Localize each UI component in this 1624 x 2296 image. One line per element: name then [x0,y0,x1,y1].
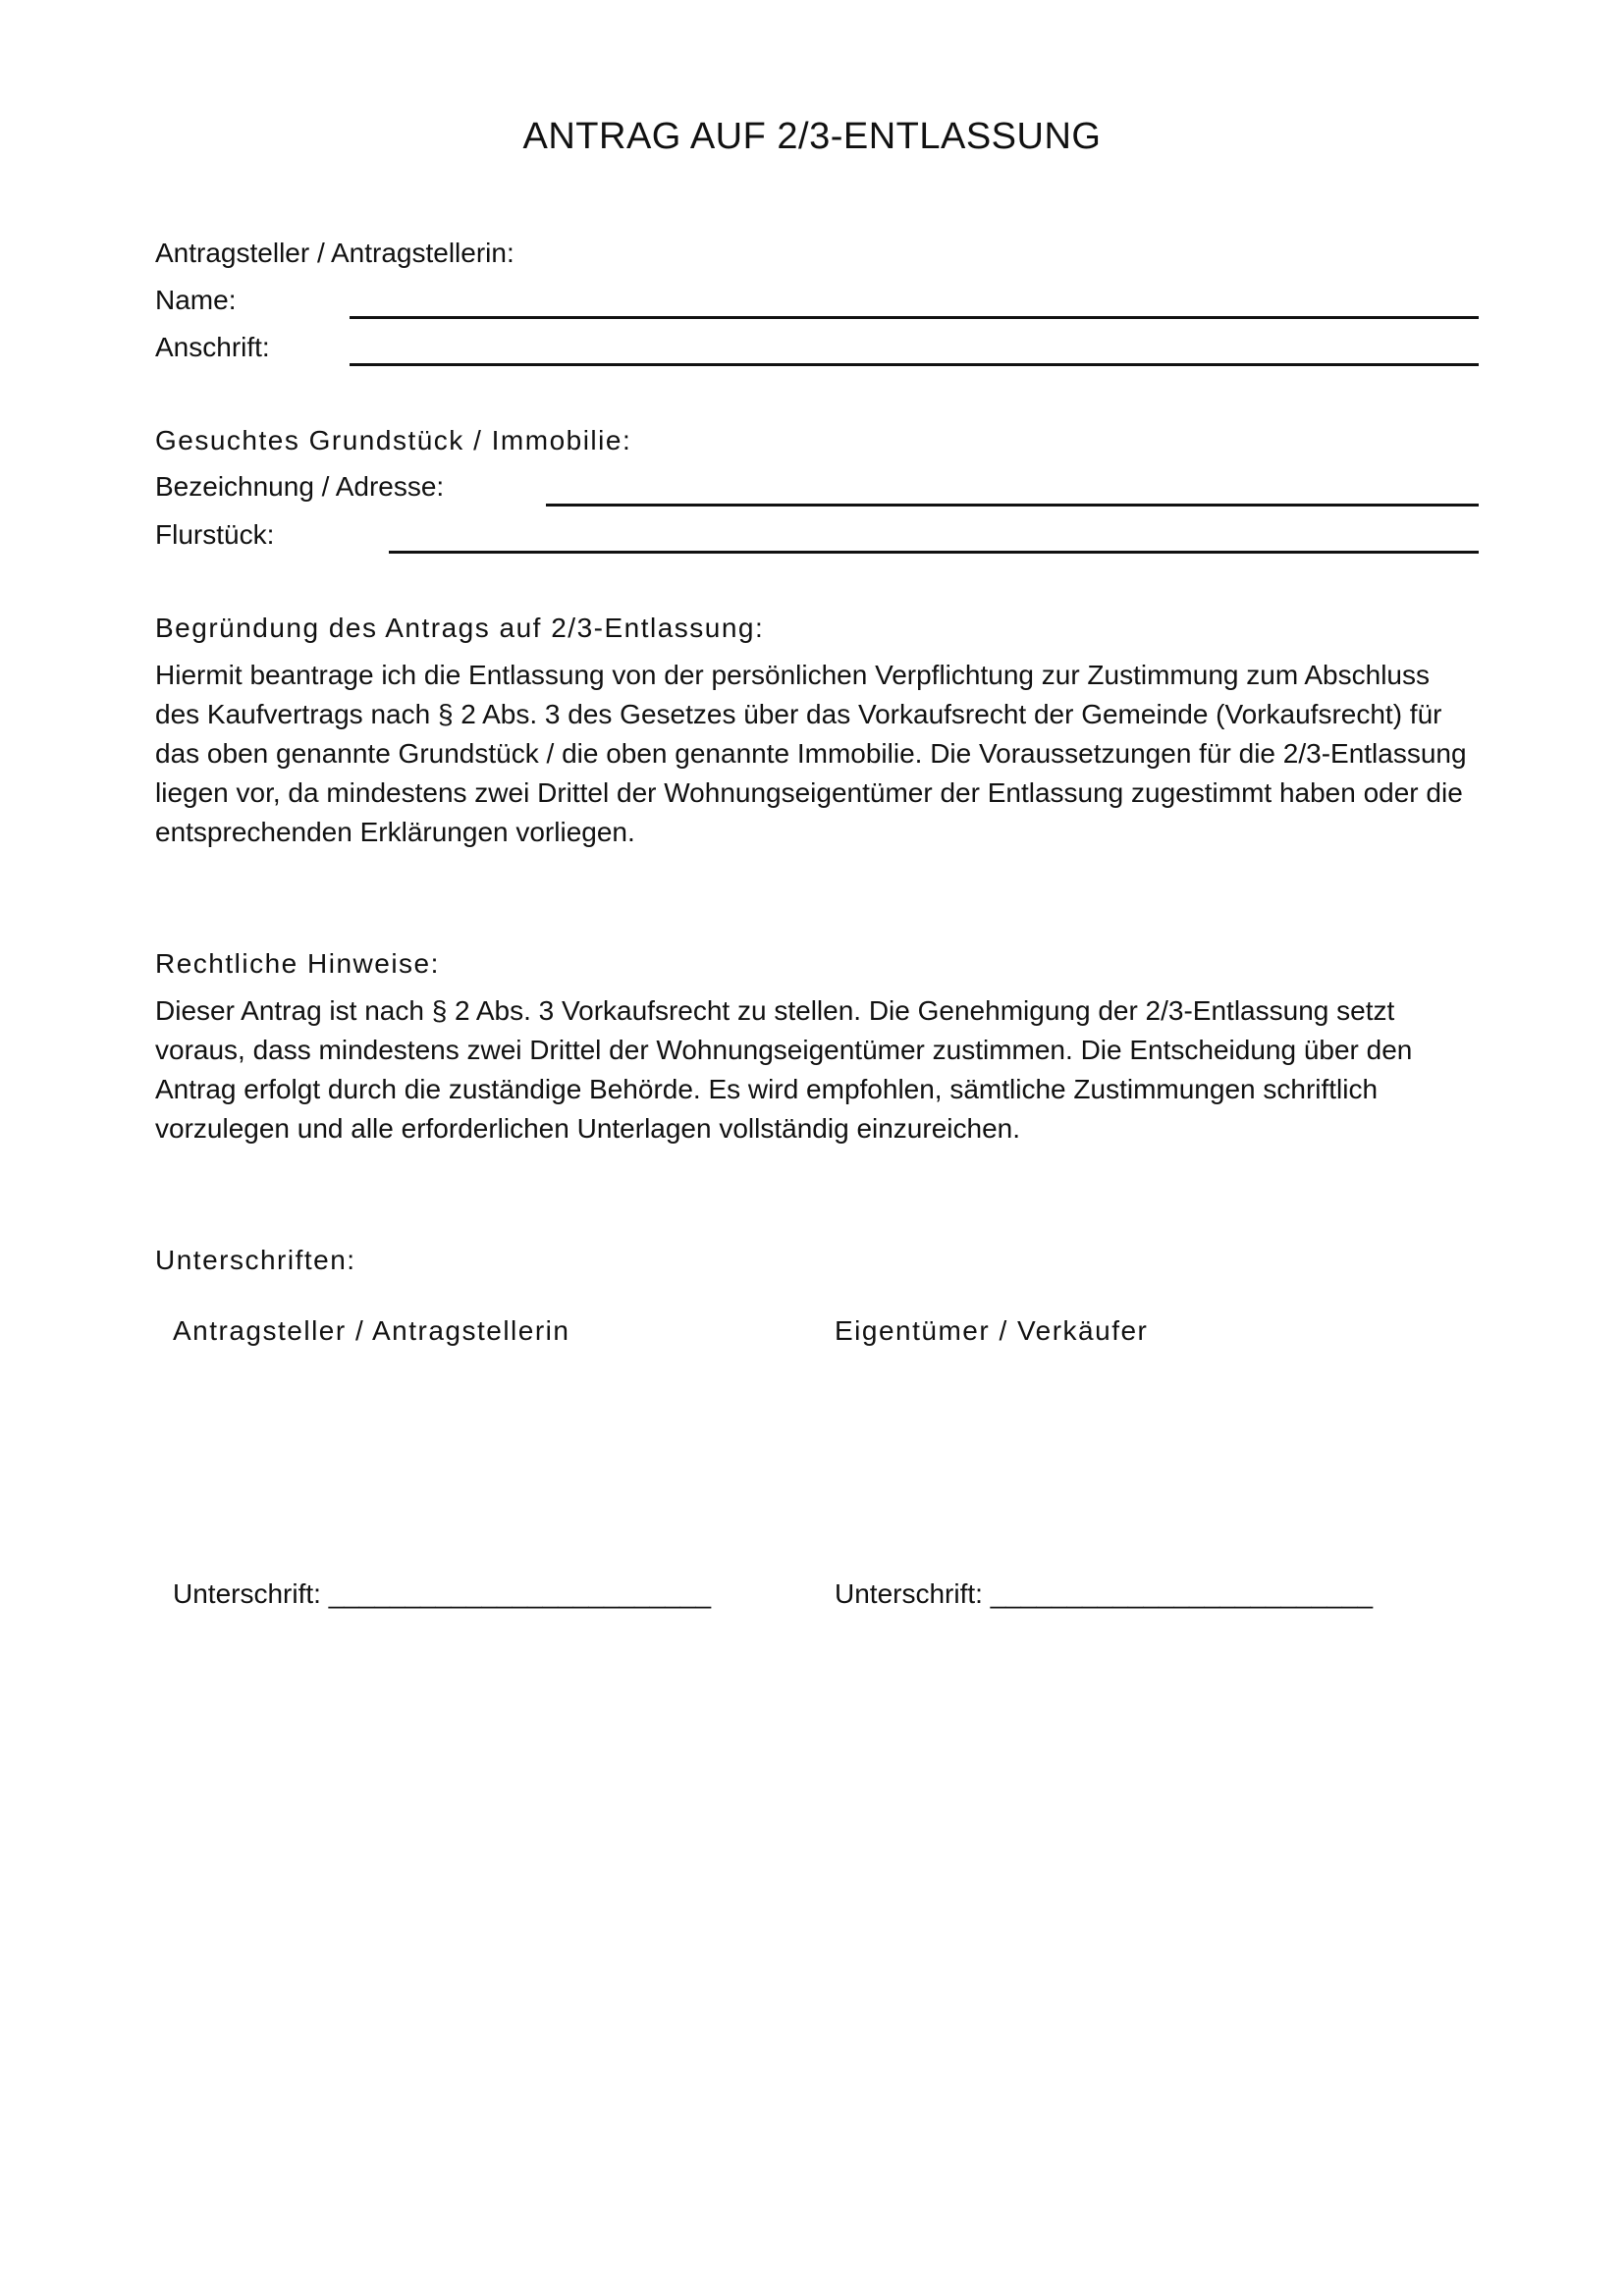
legal-heading: Rechtliche Hinweise: [155,948,440,979]
name-label: Name: [155,285,237,315]
designation-field[interactable] [546,504,1479,507]
document-title: ANTRAG AUF 2/3-ENTLASSUNG [522,116,1102,157]
parcel-field[interactable] [389,551,1479,554]
justification-line: des Kaufvertrags nach § 2 Abs. 3 des Gesetzes über das Vorkaufsrecht der Gemeinde (Vorkaufsrecht) für [155,699,1442,729]
applicant-signature-field[interactable]: Unterschrift: _________________________ [173,1578,712,1609]
signatures-heading: Unterschriften: [155,1245,356,1275]
legal-line: Dieser Antrag ist nach § 2 Abs. 3 Vorkaufsrecht zu stellen. Die Genehmigung der 2/3-Entlassung setzt [155,995,1395,1026]
legal-line: Antrag erfolgt durch die zuständige Behörde. Es wird empfohlen, sämtliche Zustimmungen schriftlich [155,1074,1379,1104]
property-heading: Gesuchtes Grundstück / Immobilie: [155,425,632,455]
justification-line: liegen vor, da mindestens zwei Drittel der Wohnungseigentümer der Entlassung zugestimmt haben oder die [155,777,1463,808]
applicant-heading: Antragsteller / Antragstellerin: [155,238,514,268]
justification-line: entsprechenden Erklärungen vorliegen. [155,817,635,847]
parcel-label: Flurstück: [155,519,275,550]
owner-signature-field[interactable]: Unterschrift: _________________________ [835,1578,1374,1609]
justification-text [155,656,1481,852]
owner-signature-label: Eigentümer / Verkäufer [835,1315,1149,1346]
address-label: Anschrift: [155,332,270,362]
applicant-signature-label: Antragsteller / Antragstellerin [173,1315,570,1346]
address-field[interactable] [350,363,1479,366]
legal-text [155,991,1481,1148]
legal-line: vorzulegen und alle erforderlichen Unterlagen vollständig einzureichen. [155,1113,1020,1144]
justification-line: Hiermit beantrage ich die Entlassung von der persönlichen Verpflichtung zur Zustimmung zum Abschluss [155,660,1430,690]
legal-line: voraus, dass mindestens zwei Drittel der Wohnungseigentümer zustimmen. Die Entscheidung über den [155,1035,1413,1065]
designation-label: Bezeichnung / Adresse: [155,471,445,502]
name-field[interactable] [350,316,1479,319]
justification-line: das oben genannte Grundstück / die oben genannte Immobilie. Die Voraussetzungen für die 2/3-Entlassung [155,738,1467,769]
justification-heading: Begründung des Antrags auf 2/3-Entlassung: [155,613,765,643]
